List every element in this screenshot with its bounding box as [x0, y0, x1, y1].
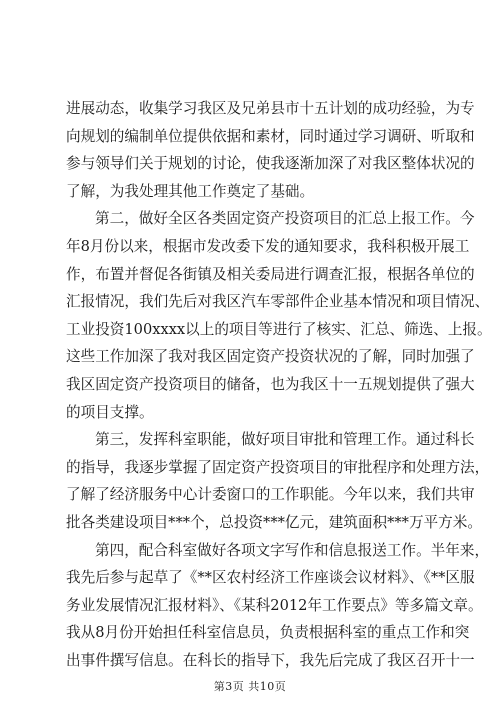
text-line: 进展动态，收集学习我区及兄弟县市十五计划的成功经验，为专 [66, 100, 475, 117]
text-line: 了解，为我处理其他工作奠定了基础。 [66, 182, 315, 200]
document-body [66, 95, 492, 674]
text-line: 这些工作加深了我对我区固定资产投资状况的了解，同时加强了 [66, 348, 475, 366]
page-number-footer: 第3页 共10页 [213, 680, 287, 693]
text-line: 我区固定资产投资项目的储备，也为我区十一五规划提供了强大 [66, 375, 475, 393]
paragraph-start-line: 第三，发挥科室职能，做好项目审批和管理工作。通过科长 [95, 431, 475, 449]
text-line: 工业投资100xxxx以上的项目等进行了核实、汇总、筛选、上报。 [66, 320, 492, 338]
text-line: 了解了经济服务中心计委窗口的工作职能。今年以来，我们共审 [66, 486, 475, 504]
text-line: 出事件撰写信息。在科长的指导下，我先后完成了我区召开十一 [66, 651, 475, 669]
text-line: 的项目支撑。 [66, 403, 154, 421]
text-line: 的指导，我逐步掌握了固定资产投资项目的审批程序和处理方法， [66, 458, 490, 476]
paragraph-start-line: 第二，做好全区各类固定资产投资项目的汇总上报工作。今 [95, 210, 475, 228]
text-line: 我先后参与起草了《**区农村经济工作座谈会议材料》、《**区服 [66, 569, 475, 587]
text-line: 向规划的编制单位提供依据和素材，同时通过学习调研、听取和 [66, 127, 475, 145]
text-line: 参与领导们关于规划的讨论，使我逐渐加深了对我区整体状况的 [66, 155, 475, 173]
text-line: 务业发展情况汇报材料》、《某科2012年工作要点》等多篇文章。 [66, 596, 483, 614]
text-line: 作，布置并督促各街镇及相关委局进行调查汇报，根据各单位的 [66, 265, 475, 283]
text-line: 汇报情况，我们先后对我区汽车零部件企业基本情况和项目情况、 [66, 293, 490, 311]
text-line: 年8月份以来，根据市发改委下发的通知要求，我科积极开展工 [66, 237, 470, 255]
paragraph-start-line: 第四，配合科室做好各项文字写作和信息报送工作。半年来， [95, 541, 490, 559]
text-line: 我从8月份开始担任科室信息员，负责根据科室的重点工作和突 [66, 624, 470, 642]
text-line: 批各类建设项目***个，总投资***亿元，建筑面积***万平方米。 [66, 513, 482, 531]
